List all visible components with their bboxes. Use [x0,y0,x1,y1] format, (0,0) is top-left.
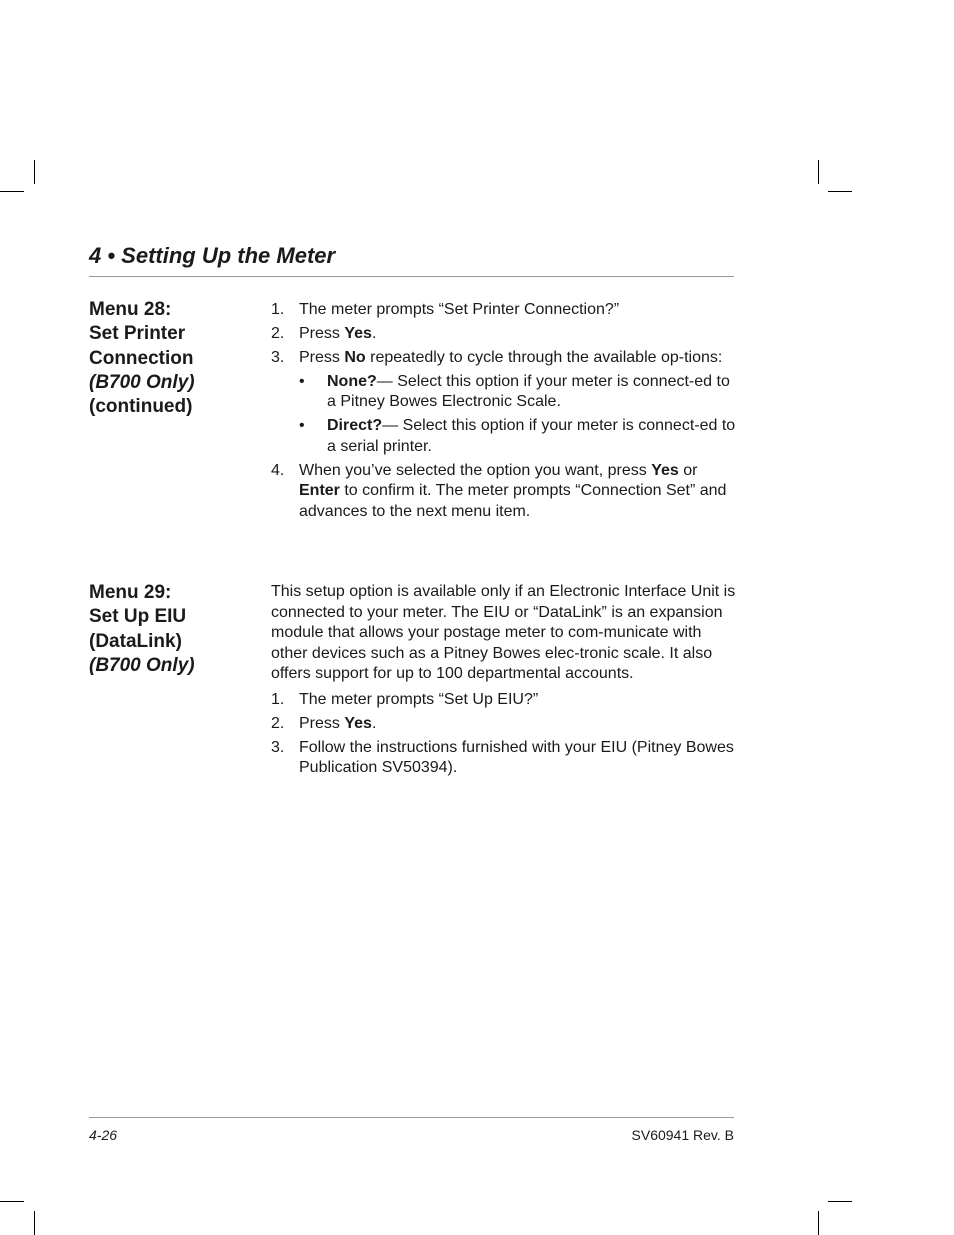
step-text: The meter prompts “Set Printer Connection?” [299,301,620,318]
list-item [271,461,736,523]
menu29-heading-line: Set Up EIU [89,606,187,628]
step-text: Press [299,324,345,342]
menu28-heading-continued: (continued) [89,396,193,418]
step-number: 2. [271,714,285,732]
crop-mark-bottom-left-vertical [34,1211,35,1235]
key-name: No [344,348,366,366]
option-name: Direct? [327,417,383,435]
menu28-body [271,300,736,526]
step-text: . [371,324,377,342]
step-text: The meter prompts “Set Up EIU?” [299,690,539,708]
crop-mark-top-right-horizontal [828,191,852,192]
menu28-heading [89,298,259,419]
bullet-dot: • [299,417,305,435]
key-name: Enter [299,482,340,500]
menu28-heading-line: Set Printer [89,323,186,345]
page-number: 4-26 [89,1127,118,1143]
list-item [271,714,736,735]
step-text: repeatedly to cycle through the available op-tions: [365,348,723,366]
header-rule [89,276,734,277]
option-bullet [271,416,736,457]
menu28-heading-line: Connection [89,347,194,369]
key-name: Yes [651,461,679,479]
crop-mark-bottom-right-horizontal [828,1201,852,1202]
menu29-intro: This setup option is available only if an Electronic Interface Unit is connected to your meter. The EIU or “DataLink” is an expansion module that allows your postage meter to com-municate with other devices such as a Pitney Bowes elec-tronic scale. It also offers support for up to 100 departmental accounts. [271,583,736,683]
step-text: Press [299,714,345,732]
document-id: SV60941 Rev. B [631,1127,734,1143]
menu29-heading-line: Menu 29: [89,582,172,603]
bullet-dot: • [299,372,305,390]
step-number: 2. [271,324,285,342]
option-name: None? [327,372,377,390]
key-name: Yes [344,714,372,732]
step-text: When you’ve selected the option you want, press [299,461,652,479]
step-text: or [678,461,698,479]
list-item [271,690,736,711]
menu28-heading-line: Menu 28: [89,299,172,320]
crop-mark-top-left-horizontal [0,191,24,192]
list-item [271,300,736,321]
list-item [271,348,736,369]
list-item [271,738,736,779]
list-item [271,324,736,345]
crop-mark-bottom-right-vertical [818,1211,819,1235]
step-text: . [371,714,377,732]
option-description: — Select this option if your meter is connect-ed to a Pitney Bowes Electronic Scale. [327,372,730,411]
step-number: 3. [271,738,285,756]
crop-mark-top-right-vertical [818,160,819,184]
step-text: Follow the instructions furnished with your EIU (Pitney Bowes Publication SV50394). [299,738,734,777]
step-text: Press [299,348,345,366]
menu29-heading-line: (DataLink) [89,630,182,652]
chapter-title: 4 • Setting Up the Meter [89,243,336,268]
option-description: — Select this option if your meter is connect-ed to a serial printer. [327,417,736,455]
step-number: 3. [271,348,285,366]
step-number: 4. [271,461,285,479]
menu29-heading-model: (B700 Only) [89,654,195,676]
step-number: 1. [271,690,285,708]
footer-rule [89,1117,734,1118]
key-name: Yes [344,324,372,342]
step-text: to confirm it. The meter prompts “Connection Set” and advances to the next menu item. [299,482,727,520]
crop-mark-bottom-left-horizontal [0,1201,24,1202]
menu29-body [271,582,736,782]
option-bullet [271,372,736,413]
crop-mark-top-left-vertical [34,160,35,184]
menu29-heading [89,581,259,678]
menu28-heading-model: (B700 Only) [89,371,195,393]
step-number: 1. [271,301,285,318]
